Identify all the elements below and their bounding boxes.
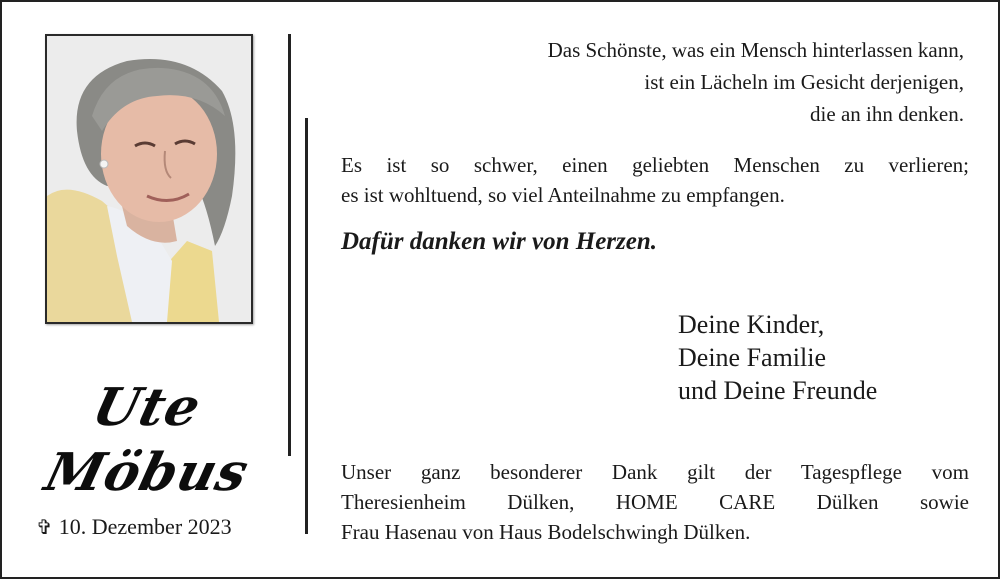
date-text: 10. Dezember 2023: [58, 514, 232, 539]
quote-line: ist ein Lächeln im Gesicht derjenigen,: [644, 70, 964, 94]
date-of-death: [36, 514, 232, 540]
cross-icon: ✞: [36, 517, 53, 539]
divider-line-right: [305, 118, 308, 534]
signature-line: Deine Kinder,: [678, 310, 825, 339]
paragraph-line: Frau Hasenau von Haus Bodelschwingh Dülken.: [341, 520, 751, 544]
thanks-heading: Dafür danken wir von Herzen.: [341, 228, 658, 255]
divider-line-left: [288, 34, 291, 456]
signature-line: und Deine Freunde: [678, 376, 878, 405]
paragraph-line: Es ist so schwer, einen geliebten Menschen zu verlieren;: [341, 153, 969, 177]
paragraph-line: Unser ganz besonderer Dank gilt der Tagespflege vom: [341, 460, 969, 484]
paragraph-line: es ist wohltuend, so viel Anteilnahme zu empfangen.: [341, 183, 785, 207]
quote-line: Das Schönste, was ein Mensch hinterlassen kann,: [547, 38, 964, 62]
quote-line: die an ihn denken.: [810, 102, 964, 126]
signature-block: [678, 308, 877, 407]
paragraph-line: Theresienheim Dülken, HOME CARE Dülken sowie: [341, 490, 969, 514]
portrait-photo: [45, 34, 253, 324]
name-last: Möbus: [39, 442, 255, 503]
paragraph-special-thanks: [341, 457, 969, 547]
signature-line: Deine Familie: [678, 343, 827, 372]
paragraph-loss: [341, 150, 969, 210]
quote-block: [548, 34, 964, 130]
name-first: Ute: [86, 377, 208, 438]
